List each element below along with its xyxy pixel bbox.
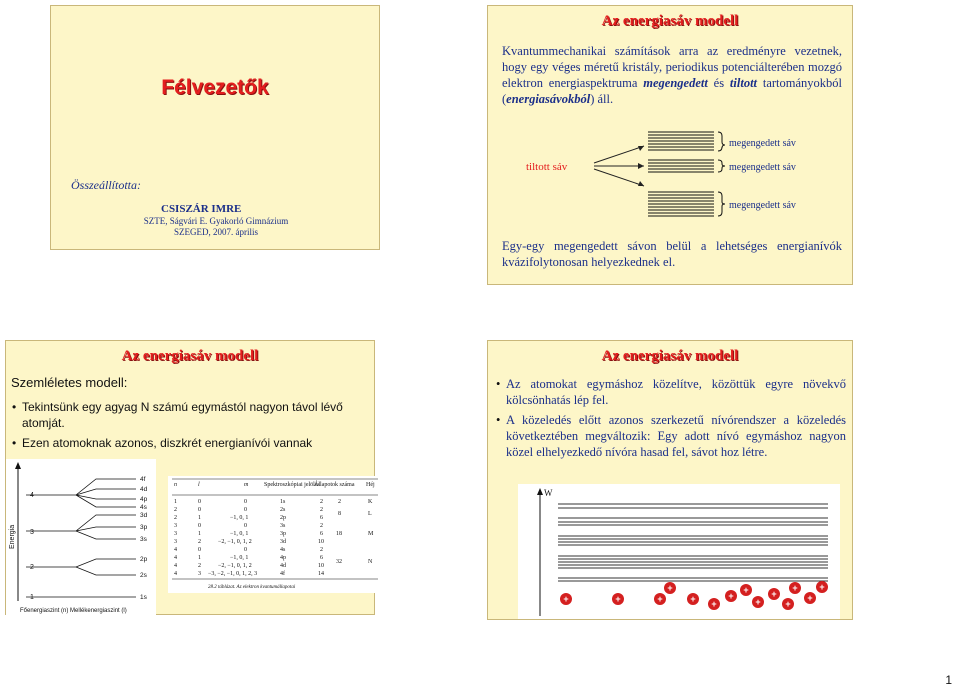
svg-text:2: 2 [320,523,323,529]
allowed-band-label-1: megengedett sáv [729,138,796,149]
svg-text:3: 3 [174,531,177,537]
allowed-band-middle [648,160,714,172]
atom-icon [804,592,816,604]
slide-energy-band-intro [487,5,853,285]
svg-text:4s: 4s [280,547,286,553]
svg-text:4: 4 [30,492,34,499]
svg-text:1: 1 [198,531,201,537]
svg-text:4f: 4f [280,571,285,577]
slide-title [50,5,380,250]
svg-text:Héj: Héj [366,482,375,488]
svg-text:1: 1 [198,555,201,561]
svg-text:+: + [807,593,813,603]
svg-text:2: 2 [198,563,201,569]
svg-text:K: K [368,499,373,505]
svg-text:4: 4 [174,563,177,569]
credit-label: Összeállította: [71,178,142,192]
svg-text:+: + [667,583,673,593]
slide2-title: Az energiasáv modell [601,13,739,29]
svg-text:1: 1 [174,499,177,505]
atom-icon [782,598,794,610]
svg-text:−3, −2, −1, 0, 1, 2, 3: −3, −2, −1, 0, 1, 2, 3 [208,571,258,577]
svg-text:M: M [368,531,374,537]
svg-text:6: 6 [320,555,323,561]
atom-icon [752,596,764,608]
svg-text:+: + [771,589,777,599]
svg-text:+: + [819,582,825,592]
svg-text:+: + [657,594,663,604]
svg-text:l: l [198,482,200,488]
svg-text:0: 0 [198,547,201,553]
svg-text:+: + [690,594,696,604]
svg-text:m: m [244,482,249,488]
svg-text:6: 6 [320,515,323,521]
list-item: • Tekintsünk egy agyag N számú egymástól nagyon távol lévő atomját. [12,399,367,431]
svg-text:1: 1 [198,515,201,521]
svg-text:Spektroszkópiai jelölés: Spektroszkópiai jelölés [264,482,320,488]
atom-icon [654,593,666,605]
page-number: 1 [945,673,952,687]
slide4-bullets [496,376,846,464]
list-item: • Ezen atomoknak azonos, diszkrét energianívói vannak [12,435,367,451]
svg-text:+: + [743,585,749,595]
band-diagram [502,126,842,236]
energy-axis-label: W [544,488,553,498]
svg-text:4p: 4p [280,555,286,561]
svg-text:+: + [563,594,569,604]
svg-text:n: n [174,482,177,488]
slide1-title: Félvezetők [161,76,269,99]
forbidden-band-label: tiltott sáv [526,161,568,173]
table-row [174,547,323,553]
table-row [174,539,324,545]
author-name: CSISZÁR IMRE [161,203,242,215]
svg-text:−1, 0, 1: −1, 0, 1 [230,555,249,561]
quantum-states-table [168,476,382,593]
place-date: SZEGED, 2007. április [174,227,258,237]
table-row [174,531,323,537]
svg-text:0: 0 [244,523,247,529]
slide3-subheading: Szemléletes modell: [11,375,128,390]
svg-text:3s: 3s [140,536,147,543]
svg-text:10: 10 [318,539,324,545]
slide2-paragraph1: Kvantummechanikai számítások arra az eredményre vezetnek, hogy egy véges méretű kristály, periodikus potenciálterében mozgó elektron energiaspektruma megengedett és tiltott tartományokból (energiasávokból) áll. [502,44,843,106]
table-row [174,515,323,521]
table-caption: 28.2 táblázat. Az elektron kvantumállapotai [208,585,296,590]
svg-text:1s: 1s [280,499,286,505]
svg-text:+: + [755,597,761,607]
slide3-bullets [12,399,367,455]
allowed-band-label-2: megengedett sáv [729,162,796,173]
svg-text:3p: 3p [140,524,148,531]
svg-text:6: 6 [320,531,323,537]
svg-text:0: 0 [244,507,247,513]
svg-text:2s: 2s [280,507,286,513]
svg-text:1s: 1s [140,594,147,601]
svg-text:3: 3 [30,529,34,536]
allowed-band-bottom [648,192,714,216]
table-row [174,499,323,505]
atom-icon [687,593,699,605]
atom-icon [740,584,752,596]
svg-text:2: 2 [30,564,34,571]
svg-text:3s: 3s [280,523,286,529]
atom-icon [789,582,801,594]
atom-icon [664,582,676,594]
energy-axis-label: Energia [9,524,16,549]
svg-text:8: 8 [338,511,341,517]
svg-text:+: + [615,594,621,604]
table-row [174,555,323,561]
svg-text:−1, 0, 1: −1, 0, 1 [230,531,249,537]
school-name: SZTE, Ságvári E. Gyakorló Gimnázium [143,216,289,226]
list-item: • Az atomokat egymáshoz közelítve, közöttük egyre növekvő kölcsönhatás lép fel. [496,376,846,408]
table-row [174,507,323,513]
svg-text:2: 2 [320,547,323,553]
svg-text:4d: 4d [280,563,286,569]
svg-text:+: + [785,599,791,609]
svg-text:+: + [792,583,798,593]
svg-text:2: 2 [174,507,177,513]
svg-text:0: 0 [244,499,247,505]
atom-icon [816,581,828,593]
svg-text:3: 3 [198,571,201,577]
allowed-band-label-3: megengedett sáv [729,200,796,211]
svg-text:L: L [368,511,372,517]
svg-text:4: 4 [174,547,177,553]
svg-text:3d: 3d [280,539,286,545]
svg-text:+: + [711,599,717,609]
svg-text:2p: 2p [140,556,148,563]
svg-text:2: 2 [338,499,341,505]
svg-text:10: 10 [318,563,324,569]
table-row [174,563,324,569]
table-row [174,523,323,529]
atom-icon [768,588,780,600]
svg-text:Állapotok száma: Állapotok száma [314,482,355,488]
slide4-title: Az energiasáv modell [601,348,739,364]
energy-diagram-footer: Főenergiaszint (n) Mellékenergiaszint (l) [20,608,127,614]
svg-text:−2, −1, 0, 1, 2: −2, −1, 0, 1, 2 [218,563,252,569]
slide-illustrative-model [5,340,375,615]
svg-text:3: 3 [174,523,177,529]
svg-text:18: 18 [336,531,342,537]
svg-text:3p: 3p [280,531,286,537]
atom-icon [612,593,624,605]
svg-text:2p: 2p [280,515,286,521]
svg-text:N: N [368,559,373,565]
allowed-band-top [648,132,714,150]
table-row [174,570,324,577]
svg-text:0: 0 [244,547,247,553]
atom-icon [560,593,572,605]
svg-text:4: 4 [174,555,177,561]
svg-text:4d: 4d [140,486,148,493]
level-splitting-diagram [518,484,840,619]
list-item: • A közeledés előtt azonos szerkezetű nívórendszer a közeledés következtében megváltozik: Egy adott nívó egymáshoz nagyon közel elhelyezkedő nívóra hasad fel, sávot hoz létre. [496,412,846,460]
svg-text:4f: 4f [140,476,146,483]
atom-icon [725,590,737,602]
svg-text:2s: 2s [140,572,147,579]
svg-text:3: 3 [174,539,177,545]
svg-text:4p: 4p [140,496,148,503]
slide-level-splitting [487,340,853,620]
svg-text:2: 2 [198,539,201,545]
svg-text:−1, 0, 1: −1, 0, 1 [230,515,249,521]
svg-text:2: 2 [174,515,177,521]
svg-text:2: 2 [320,499,323,505]
svg-text:4s: 4s [140,504,147,511]
svg-text:1: 1 [30,594,34,601]
svg-text:2: 2 [320,507,323,513]
energy-level-diagram [6,459,156,616]
svg-text:4: 4 [174,571,177,577]
svg-text:0: 0 [198,523,201,529]
atom-icon [708,598,720,610]
svg-text:−2, −1, 0, 1, 2: −2, −1, 0, 1, 2 [218,539,252,545]
svg-text:14: 14 [318,571,324,577]
svg-text:3d: 3d [140,512,148,519]
svg-text:0: 0 [198,507,201,513]
slide2-paragraph2: Egy-egy megengedett sávon belül a lehetséges energianívók kvázifolytonosan helyezkednek el. [502,239,842,269]
svg-text:+: + [728,591,734,601]
svg-text:0: 0 [198,499,201,505]
slide3-title: Az energiasáv modell [121,348,259,364]
svg-text:32: 32 [336,559,342,565]
